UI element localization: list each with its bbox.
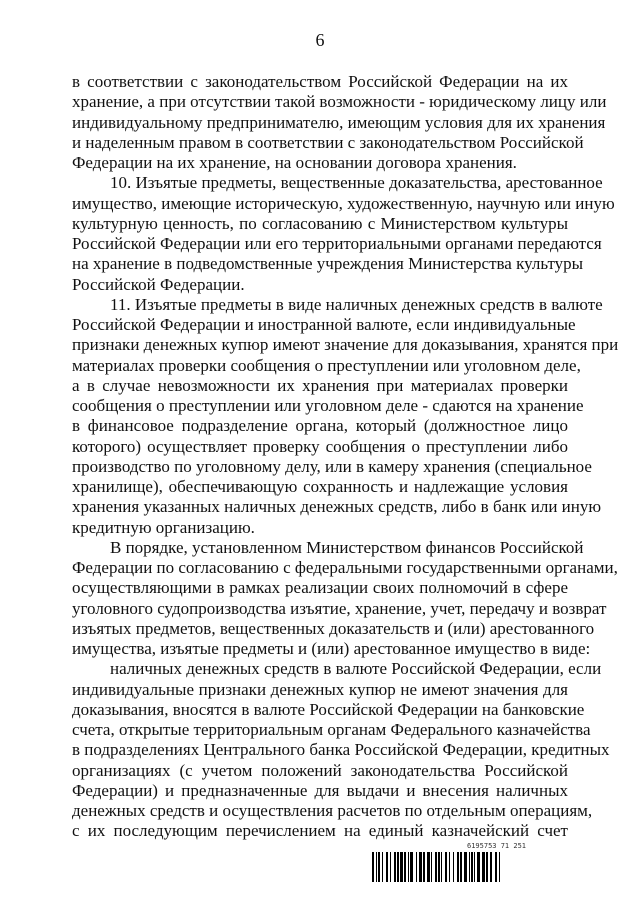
text-line: кредитную организацию. (72, 517, 255, 537)
text-line: индивидуальному предпринимателю, имеющим условия для их хранения (72, 112, 606, 132)
paragraph (72, 537, 618, 660)
text-line: которого) осуществляет проверку сообщения о преступлении либо (72, 436, 568, 456)
text-line: 10. Изъятые предметы, вещественные доказательства, арестованное (110, 173, 603, 193)
text-line: доказывания, вносятся в валюте Российской Федерации на банковские (72, 699, 585, 719)
text-line: Федерации) и предназначенные для выдачи и внесения наличных (72, 780, 568, 800)
text-line: имущество, имеющие историческую, художественную, научную или иную (72, 193, 615, 213)
text-line: индивидуальные признаки денежных купюр не имеют значения для (72, 679, 568, 699)
text-line: сообщения о преступлении или уголовном деле - сдаются на хранение (72, 396, 584, 415)
text-line: Федерации по согласованию с федеральными государственными органами, (72, 558, 618, 577)
page-number: 6 (315, 30, 325, 50)
text-line: В порядке, установленном Министерством финансов Российской (110, 537, 584, 557)
text-line: Российской Федерации и иностранной валюте, если индивидуальные (72, 315, 576, 334)
barcode-bar (500, 852, 501, 882)
text-line: материалах проверки сообщения о преступлении или уголовном деле, (72, 355, 581, 375)
paragraph (72, 173, 615, 295)
text-line: 11. Изъятые предметы в виде наличных денежных средств в валюте (110, 294, 603, 314)
text-line: осуществляющими в рамках реализации своих полномочий в сфере (72, 578, 568, 598)
text-line: изъятых предметов, вещественных доказательств и (или) арестованного (72, 618, 595, 638)
text-line: в финансовое подразделение органа, который (должностное лицо (72, 416, 568, 436)
text-line: денежных средств и осуществления расчетов по отдельным операциям, (72, 801, 593, 820)
text-line: в подразделениях Центрального банка Российской Федерации, кредитных (72, 740, 610, 760)
text-line: хранения указанных наличных денежных средств, либо в банк или иную (72, 497, 602, 517)
text-line: и наделенным правом в соответствии с законодательством Российской (72, 132, 584, 152)
text-line: с их последующим перечислением на единый казначейский счет (72, 821, 568, 841)
paragraph (72, 72, 607, 173)
text-line: на хранение в подведомственные учреждения Министерства культуры (72, 254, 584, 274)
paragraph (72, 294, 619, 538)
text-line: культурную ценность, по согласованию с Министерством культуры (72, 213, 568, 233)
barcode-bars (372, 852, 552, 882)
text-line: хранилище), обеспечивающую сохранность и надлежащие условия (72, 477, 568, 496)
text-line: Федерации на их хранение, на основании договора хранения. (72, 153, 517, 172)
barcode (372, 842, 552, 882)
text-line: счета, открытые территориальным органам Федерального казначейства (72, 720, 591, 739)
text-line: организациях (с учетом положений законодательства Российской (72, 760, 568, 780)
text-line: уголовного судопроизводства изъятие, хранение, учет, передачу и возврат (72, 598, 607, 618)
text-line: производство по уголовному делу, или в камеру хранения (специальное (72, 456, 592, 476)
text-line: а в случае невозможности их хранения при материалах проверки (72, 375, 568, 395)
text-line: наличных денежных средств в валюте Российской Федерации, если (110, 659, 602, 679)
paragraph (72, 659, 610, 841)
text-line: Российской Федерации. (72, 274, 245, 294)
text-line: имущества, изъятые предметы и (или) арестованное имущество в виде: (72, 639, 591, 658)
document-body (72, 72, 619, 842)
text-line: хранение, а при отсутствии такой возможности - юридическому лицу или (72, 92, 607, 112)
text-line: в соответствии с законодательством Российской Федерации на их (72, 72, 568, 91)
text-line: признаки денежных купюр имеют значение для доказывания, хранятся при (72, 335, 619, 355)
barcode-number: 6195753 71 251 (467, 842, 527, 850)
text-line: Российской Федерации или его территориальными органами передаются (72, 234, 602, 253)
